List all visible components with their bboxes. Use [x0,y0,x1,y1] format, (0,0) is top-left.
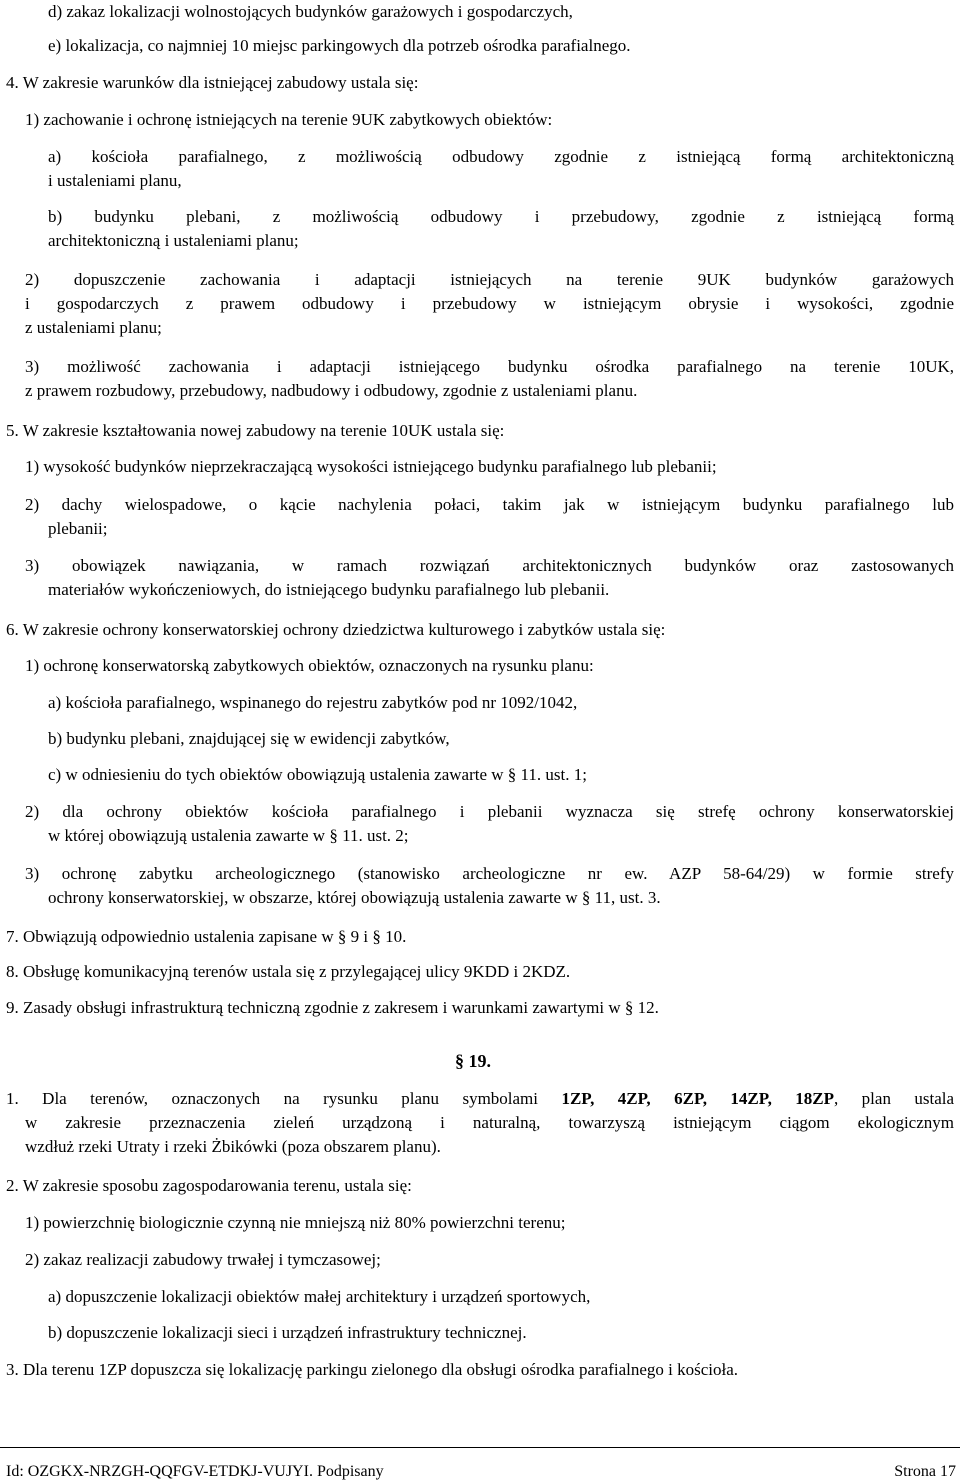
text-line: 1) wysokość budynków nieprzekraczającą wysokości istniejącego budynku parafialnego lub plebanii; [25,457,717,476]
page-number: Strona 17 [894,1463,956,1480]
text-line: d) zakaz lokalizacji wolnostojących budynków garażowych i gospodarczych, [48,2,573,21]
text-line: z ustaleniami planu; [25,318,162,337]
text-line: w której obowiązują ustalenia zawarte w § 11. ust. 2; [48,826,409,845]
text-line: ochrony konserwatorskiej, w obszarze, której obowiązują ustalenia zawarte w § 11, ust. 3. [48,888,661,907]
text-line: b) dopuszczenie lokalizacji sieci i urządzeń infrastruktury technicznej. [48,1323,527,1342]
text-line: materiałów wykończeniowych, do istniejącego budynku parafialnego lub plebanii. [48,580,610,599]
text-line: 2) zakaz realizacji zabudowy trwałej i tymczasowej; [25,1250,381,1269]
text-segment: 1. Dla terenów, oznaczonych na rysunku planu symbolami [6,1089,562,1108]
text-line: wzdłuż rzeki Utraty i rzeki Żbikówki (poza obszarem planu). [25,1137,441,1156]
text-line: b) budynku plebani, z możliwością odbudowy i przebudowy, zgodnie z istniejącą formą [48,207,954,226]
section-heading: 7. Obwiązują odpowiednio ustalenia zapisane w § 9 i § 10. [6,927,407,946]
text-line: 1) zachowanie i ochronę istniejących na terenie 9UK zabytkowych obiektów: [25,110,553,129]
text-line: e) lokalizacja, co najmniej 10 miejsc parkingowych dla potrzeb ośrodka parafialnego. [48,36,631,55]
text-line: 3) obowiązek nawiązania, w ramach rozwiązań architektonicznych budynków oraz zastosowanych [25,556,954,575]
text-line: plebanii; [48,519,108,538]
text-line: a) dopuszczenie lokalizacji obiektów małej architektury i urządzeń sportowych, [48,1287,591,1306]
text-line: 3) możliwość zachowania i adaptacji istniejącego budynku ośrodka parafialnego na terenie 10UK, [25,357,954,376]
text-line: z prawem rozbudowy, przebudowy, nadbudowy i odbudowy, zgodnie z ustaleniami planu. [25,381,638,400]
section-heading: 3. Dla terenu 1ZP dopuszcza się lokalizację parkingu zielonego dla obsługi ośrodka parafialnego i kościoła. [6,1360,739,1379]
paragraph-heading: § 19. [455,1051,491,1071]
section-heading: 8. Obsługę komunikacyjną terenów ustala się z przylegającej ulicy 9KDD i 2KDZ. [6,962,571,981]
text-segment: , plan ustala [834,1089,955,1108]
text-line: c) w odniesieniu do tych obiektów obowiązują ustalenia zawarte w § 11. ust. 1; [48,765,587,784]
text-line: architektoniczną i ustaleniami planu; [48,231,299,250]
section-heading: 2. W zakresie sposobu zagospodarowania terenu, ustala się: [6,1176,412,1195]
section-heading: 9. Zasady obsługi infrastrukturą techniczną zgodnie z zakresem i warunkami zawartymi w § 12. [6,998,659,1017]
zone-symbols: 1ZP, 4ZP, 6ZP, 14ZP, 18ZP [561,1089,834,1108]
text-line [6,1087,954,1111]
text-line: w zakresie przeznaczenia zieleń urządzoną i naturalną, towarzyszą istniejącym ciągom ekologicznym [25,1113,954,1132]
text-line: 3) ochronę zabytku archeologicznego (stanowisko archeologiczne nr ew. AZP 58-64/29) w formie strefy [25,864,954,883]
text-line: 1) powierzchnię biologicznie czynną nie mniejszą niż 80% powierzchni terenu; [25,1213,566,1232]
text-line: b) budynku plebani, znajdującej się w ewidencji zabytków, [48,729,450,748]
text-line: 1) ochronę konserwatorską zabytkowych obiektów, oznaczonych na rysunku planu: [25,656,594,675]
section-heading: 4. W zakresie warunków dla istniejącej zabudowy ustala się: [6,73,419,92]
text-line: i ustaleniami planu, [48,171,182,190]
footer-divider [0,1447,960,1448]
text-line: i gospodarczych z prawem odbudowy i przebudowy w istniejącym obrysie i wysokości, zgodnie [25,294,954,313]
section-heading: 5. W zakresie kształtowania nowej zabudowy na terenie 10UK ustala się: [6,421,505,440]
section-heading: 6. W zakresie ochrony konserwatorskiej ochrony dziedzictwa kulturowego i zabytków ustala się: [6,620,666,639]
text-line: a) kościoła parafialnego, wspinanego do rejestru zabytków pod nr 1092/1042, [48,693,578,712]
text-line: 2) dachy wielospadowe, o kącie nachylenia połaci, takim jak w istniejącym budynku parafialnego lub [25,495,954,514]
text-line: 2) dla ochrony obiektów kościoła parafialnego i plebanii wyznacza się strefę ochrony konserwatorskiej [25,802,954,821]
text-line: 2) dopuszczenie zachowania i adaptacji istniejących na terenie 9UK budynków garażowych [25,270,954,289]
text-line: a) kościoła parafialnego, z możliwością odbudowy zgodnie z istniejącą formą architektoniczną [48,147,954,166]
document-id: Id: OZGKX-NRZGH-QQFGV-ETDKJ-VUJYI. Podpisany [6,1463,384,1480]
